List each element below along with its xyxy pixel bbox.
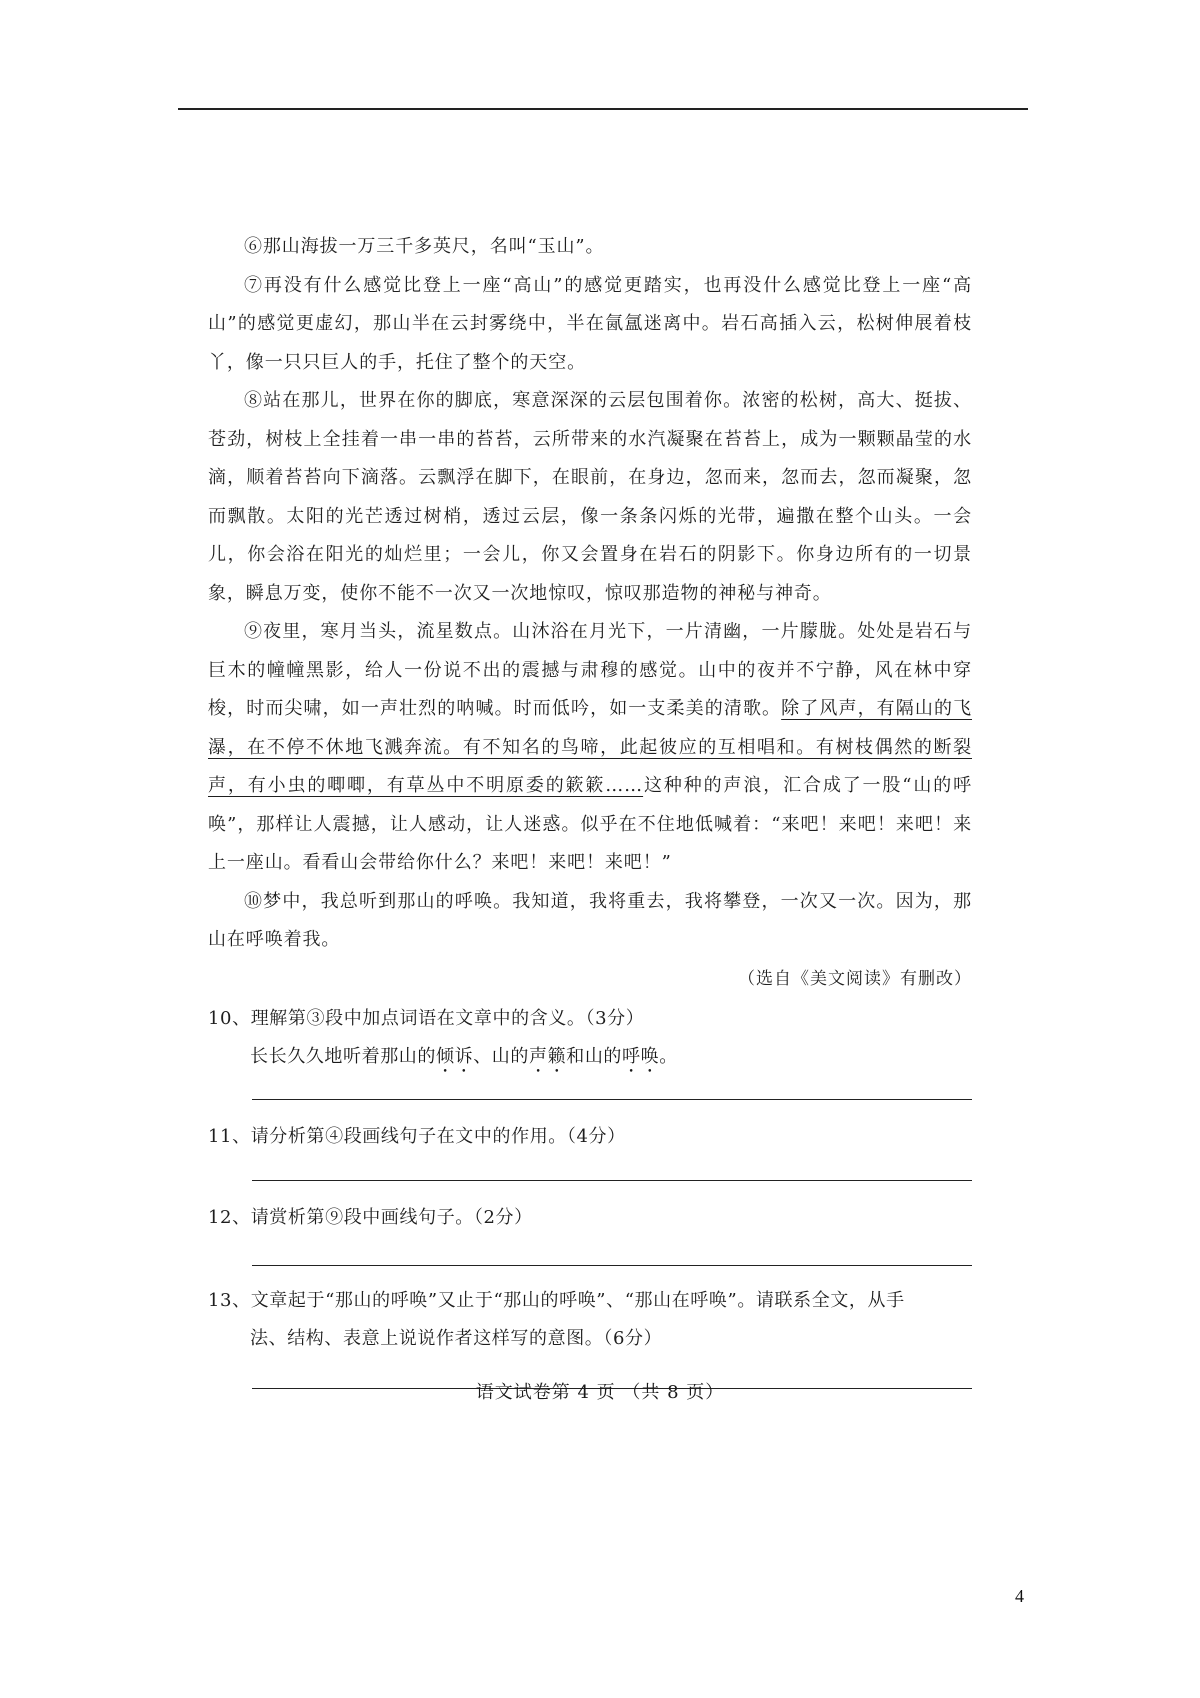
question-13-prompt-line-1: 13、文章起于“那山的呼唤”又止于“那山的呼唤”、“那山在呼唤”。请联系全文，从手: [208, 1289, 905, 1311]
quote-text: 、山的: [473, 1045, 530, 1067]
paragraph-9-text-after: 这种种的声浪，汇合成了一股“山的呼唤”，那样让人震撼，让人感动，让人迷惑。似乎在不住地低喊着：“来吧！来吧！来吧！来上一座山。看看山会带给你什么？来吧！来吧！来吧！”: [208, 775, 972, 873]
exam-content: [208, 228, 972, 1389]
paragraph-6: ⑥那山海拔一万三千多英尺，名叫“玉山”。: [244, 236, 605, 257]
page-footer: 语文试卷第 4 页 （共 8 页）: [475, 1382, 725, 1403]
question-10: [208, 1000, 972, 1100]
question-12-prompt: 12、请赏析第⑨段中画线句子。（2分）: [208, 1206, 533, 1228]
top-rule: [178, 108, 1028, 110]
question-10-prompt: 10、理解第③段中加点词语在文章中的含义。（3分）: [208, 1007, 645, 1029]
paragraph-7: ⑦再没有什么感觉比登上一座“高山”的感觉更踏实，也再没什么感觉比登上一座“高山”的感觉更虚幻，那山半在云封雾绕中，半在氤氲迷离中。岩石高插入云，松树伸展着枝丫，像一只只巨人的手，托住了整个的天空。: [208, 274, 972, 373]
question-11: [208, 1118, 972, 1181]
page-number: 4: [1015, 1586, 1024, 1606]
dotted-word: 倾诉: [436, 1045, 474, 1067]
quote-text: 和山的: [566, 1045, 623, 1067]
quote-text: 长长久久地听着那山的: [250, 1045, 436, 1067]
paragraph-8: ⑧站在那儿，世界在你的脚底，寒意深深的云层包围着你。浓密的松树，高大、挺拔、苍劲，树枝上全挂着一串一串的苔苔，云所带来的水汽凝聚在苔苔上，成为一颗颗晶莹的水滴，顺着苔苔向下滴落。云飘浮在脚下，在眼前，在身边，忽而来，忽而去，忽而凝聚，忽而飘散。太阳的光芒透过树梢，透过云层，像一条条闪烁的光带，遍撒在整个山头。一会儿，你会浴在阳光的灿烂里；一会儿，你又会置身在岩石的阴影下。你身边所有的一切景象，瞬息万变，使你不能不一次又一次地惊叹，惊叹那造物的神秘与神奇。: [208, 390, 972, 604]
dotted-word: 声籁: [529, 1045, 567, 1067]
paragraph-10: ⑩梦中，我总听到那山的呼唤。我知道，我将重去，我将攀登，一次又一次。因为，那山在呼唤着我。: [208, 890, 972, 950]
question-11-prompt: 11、请分析第④段画线句子在文中的作用。（4分）: [208, 1125, 626, 1147]
paragraph-9: [208, 613, 972, 883]
question-12: [208, 1199, 972, 1266]
dotted-word: 呼唤: [622, 1045, 660, 1067]
answer-line-12[interactable]: [252, 1265, 972, 1266]
answer-line-10[interactable]: [252, 1099, 972, 1100]
question-13: [208, 1282, 972, 1389]
paragraph-9-text-before: ⑨夜里，寒月当头，流星数点。山沐浴在月光下，一片清幽，一片朦胧。处处是岩石与巨木的幢幢黑影，给人一份说不出的震撼与肃穆的感觉。山中的夜并不宁静，风在林中穿梭，时而尖啸，如一声壮烈的呐喊。时而低吟，如一支柔美的清歌。: [208, 621, 972, 719]
question-10-quote: [208, 1038, 972, 1077]
source-citation: （选自《美文阅读》有删改）: [738, 968, 972, 989]
quote-text: 。: [659, 1045, 678, 1067]
question-13-prompt-line-2: 法、结构、表意上说说作者这样写的意图。（6分）: [250, 1327, 663, 1349]
paragraph-9-underlined-sentence: 除了风声，有隔山的飞瀑，在不停不休地飞溅奔流。有不知名的鸟啼，此起彼应的互相唱和。有树枝偶然的断裂声，有小虫的唧唧，有草丛中不明原委的簌簌……: [208, 698, 973, 796]
answer-line-11[interactable]: [252, 1180, 972, 1181]
